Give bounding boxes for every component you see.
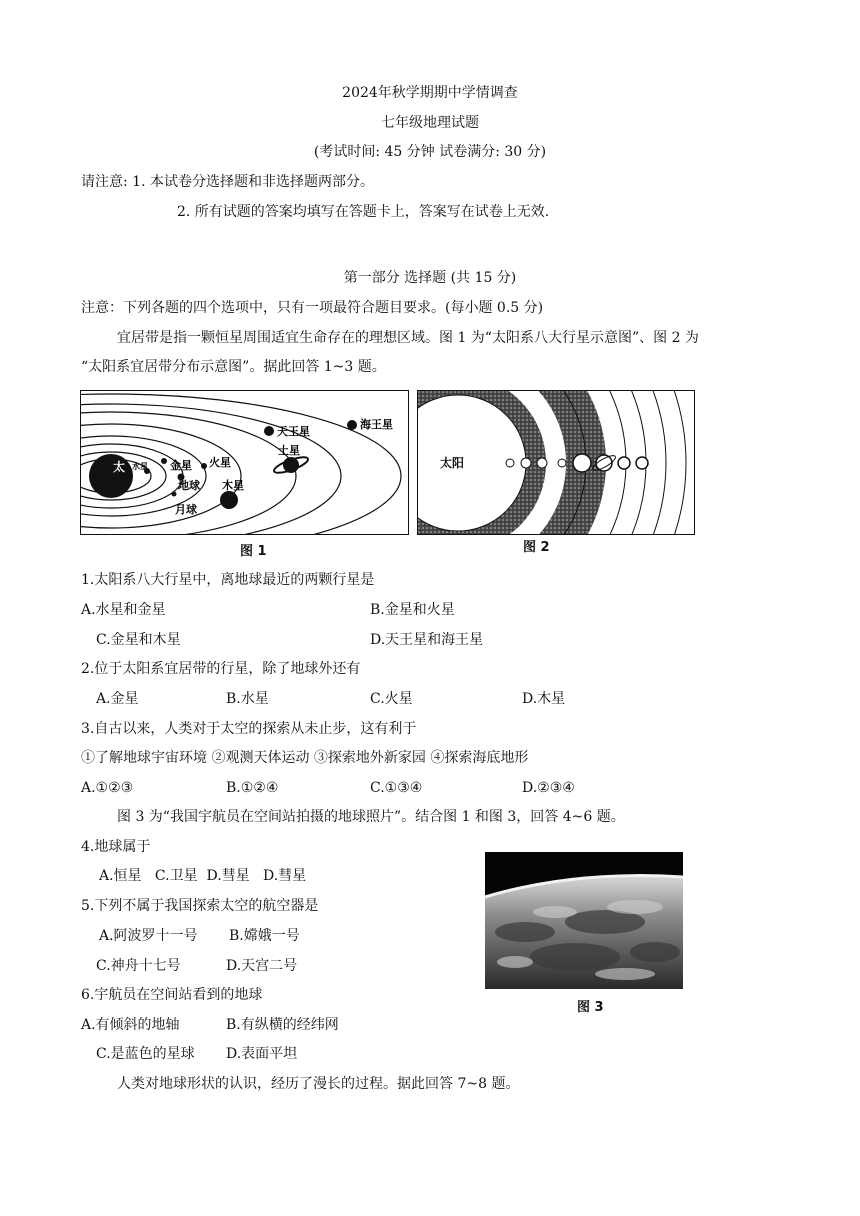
q1-option-c: C.金星和木星 — [96, 632, 181, 648]
q5-option-b: B.嫦娥一号 — [229, 928, 300, 944]
neptune-label: 海王星 — [360, 418, 393, 431]
q3-option-c: C.①③④ — [370, 780, 423, 796]
q2-option-c: C.火星 — [370, 691, 413, 707]
q5-option-d: D.天宫二号 — [226, 958, 298, 974]
venus-mark — [161, 458, 167, 464]
neptune-mark — [347, 420, 357, 430]
q1-stem: 1.太阳系八大行星中，离地球最近的两颗行星是 — [81, 572, 375, 588]
figure-1-caption: 图 1 — [240, 544, 267, 559]
venus-label: 金星 — [170, 459, 192, 472]
q6-option-b: B.有纵横的经纬网 — [226, 1017, 339, 1033]
moon-mark — [172, 492, 177, 497]
figure-2-caption: 图 2 — [523, 540, 550, 555]
q3-option-a: A.①②③ — [81, 780, 134, 796]
intro-1-line-2: “太阳系宜居带分布示意图”。据此回答 1~3 题。 — [81, 359, 386, 375]
sun-mark — [89, 454, 133, 498]
uranus-mark — [264, 426, 274, 436]
note-line-2: 2. 所有试题的答案均填写在答题卡上，答案写在试卷上无效. — [177, 204, 550, 220]
mars-mark — [201, 463, 207, 469]
q3-option-d: D.②③④ — [522, 780, 575, 796]
section-title: 第一部分 选择题 (共 15 分) — [343, 270, 517, 286]
q2-stem: 2.位于太阳系宜居带的行星，除了地球外还有 — [81, 661, 361, 677]
q1-option-a: A.水星和金星 — [81, 602, 166, 618]
q5-option-a: A.阿波罗十一号 — [99, 928, 198, 944]
q3-items: ①了解地球宇宙环境 ②观测天体运动 ③探索地外新家园 ④探索海底地形 — [81, 750, 529, 766]
exam-info: (考试时间: 45 分钟 试卷满分: 30 分) — [313, 144, 547, 160]
jupiter-mark — [220, 491, 238, 509]
q3-option-b: B.①②④ — [226, 780, 279, 796]
exam-subtitle: 七年级地理试题 — [381, 115, 479, 131]
section-instruction: 注意：下列各题的四个选项中，只有一项最符合题目要求。(每小题 0.5 分) — [81, 300, 544, 316]
q4-options: A.恒星 C.卫星 D.彗星 D.彗星 — [99, 868, 307, 884]
figure-2-habitable-zone — [417, 390, 695, 535]
figure-3-caption: 图 3 — [577, 1000, 604, 1015]
mars-label: 火星 — [209, 456, 231, 469]
intro-1-line-1: 宜居带是指一颗恒星周围适宜生命存在的理想区域。图 1 为“太阳系八大行星示意图”、图 2 为 — [117, 330, 699, 346]
q6-option-a: A.有倾斜的地轴 — [81, 1017, 180, 1033]
note-line-1: 请注意: 1. 本试卷分选择题和非选择题两部分。 — [81, 174, 374, 190]
q3-stem: 3.自古以来，人类对于太空的探索从未止步，这有利于 — [81, 721, 417, 737]
exam-title: 2024年秋学期期中学情调查 — [342, 85, 518, 101]
jupiter-label: 木星 — [222, 479, 244, 492]
figure-3-earth-photo — [485, 852, 683, 989]
intro-2: 图 3 为“我国宇航员在空间站拍摄的地球照片”。结合图 1 和图 3，回答 4~6 题。 — [117, 809, 625, 825]
uranus-label: 天王星 — [277, 425, 310, 438]
q2-option-a: A.金星 — [96, 691, 139, 707]
mercury-label: 水星 — [132, 462, 148, 471]
saturn-label: 土星 — [278, 444, 300, 457]
q6-option-c: C.是蓝色的星球 — [96, 1046, 195, 1062]
sun-label: 太 — [113, 460, 126, 474]
q4-stem: 4.地球属于 — [81, 839, 151, 855]
intro-3: 人类对地球形状的认识，经历了漫长的过程。据此回答 7~8 题。 — [117, 1076, 520, 1092]
q1-option-b: B.金星和火星 — [370, 602, 455, 618]
earth-label: 地球 — [178, 479, 200, 492]
q5-stem: 5.下列不属于我国探索太空的航空器是 — [81, 898, 319, 914]
q5-option-c: C.神舟十七号 — [96, 958, 181, 974]
q1-option-d: D.天王星和海王星 — [370, 632, 484, 648]
q6-stem: 6.宇航员在空间站看到的地球 — [81, 987, 263, 1003]
sun-label-2: 太阳 — [440, 456, 465, 470]
q2-option-d: D.木星 — [522, 691, 566, 707]
figure-1-solar-system — [80, 390, 409, 535]
q2-option-b: B.水星 — [226, 691, 269, 707]
q6-option-d: D.表面平坦 — [226, 1046, 298, 1062]
moon-label: 月球 — [175, 503, 197, 516]
